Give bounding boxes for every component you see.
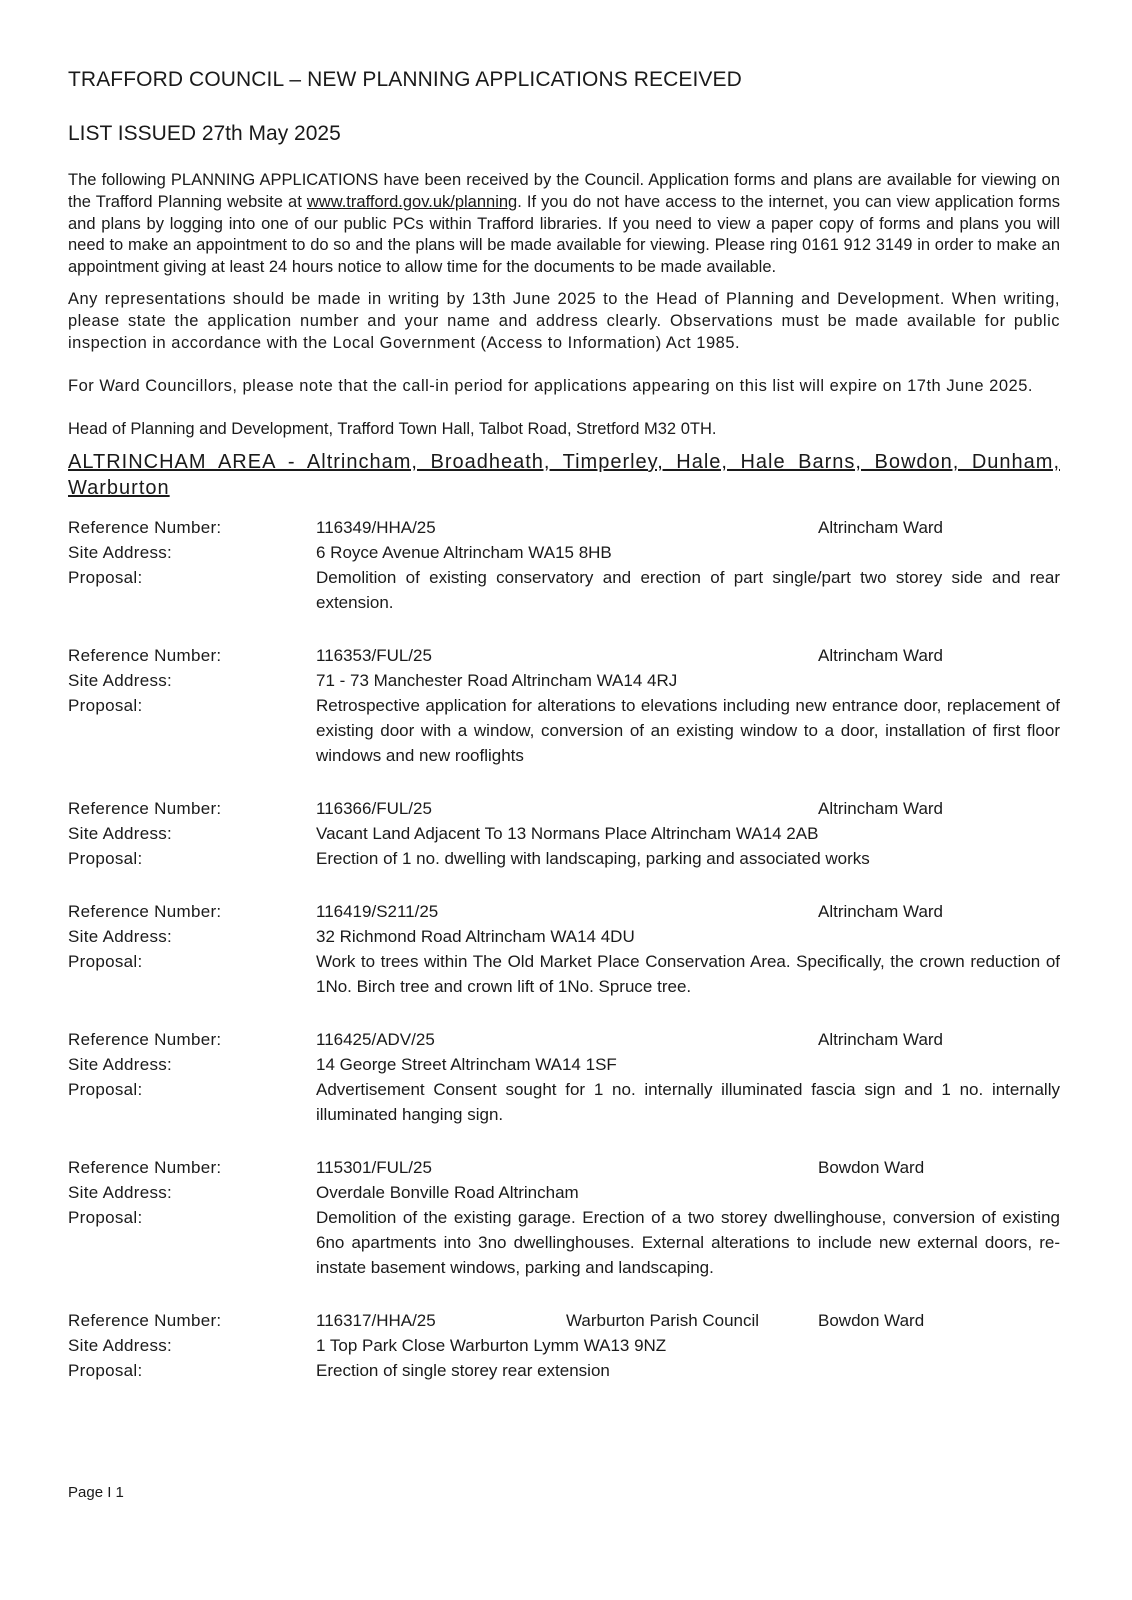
proposal-row: [68, 949, 1060, 999]
reference-label: Reference Number:: [68, 902, 222, 922]
ward-name: Altrincham Ward: [818, 902, 944, 922]
application-entry: [68, 643, 1060, 768]
site-address-label: Site Address:: [68, 824, 173, 844]
reference-label: Reference Number:: [68, 1030, 222, 1050]
reference-number: 115301/FUL/25: [316, 1158, 432, 1178]
reference-label: Reference Number:: [68, 799, 222, 819]
parish-council: Warburton Parish Council: [566, 1311, 760, 1331]
site-address: 32 Richmond Road Altrincham WA14 4DU: [316, 927, 635, 947]
site-address: 14 George Street Altrincham WA14 1SF: [316, 1055, 617, 1075]
reference-number: 116317/HHA/25: [316, 1311, 436, 1331]
site-address-row: [68, 540, 1060, 565]
proposal-text: Erection of 1 no. dwelling with landscaping, parking and associated works: [316, 849, 870, 869]
proposal-text: Erection of single storey rear extension: [316, 1361, 610, 1381]
application-entry: [68, 899, 1060, 999]
proposal-label: Proposal:: [68, 696, 143, 716]
proposal-row: [68, 1358, 1060, 1383]
proposal-label: Proposal:: [68, 952, 143, 972]
proposal-label: Proposal:: [68, 1361, 143, 1381]
ward-name: Altrincham Ward: [818, 1030, 944, 1050]
proposal-text: Advertisement Consent sought for 1 no. internally illuminated fascia sign and 1 no. internally illuminated hanging sign.: [316, 1080, 1060, 1125]
page-number: Page I 1: [68, 1484, 124, 1501]
reference-row: [68, 515, 1060, 540]
ward-name: Altrincham Ward: [818, 799, 944, 819]
reference-label: Reference Number:: [68, 1311, 222, 1331]
site-address-label: Site Address:: [68, 927, 173, 947]
site-address: 6 Royce Avenue Altrincham WA15 8HB: [316, 543, 612, 563]
site-address: Vacant Land Adjacent To 13 Normans Place Altrincham WA14 2AB: [316, 824, 819, 844]
application-entry: [68, 1027, 1060, 1127]
proposal-row: [68, 1205, 1060, 1280]
proposal-row: [68, 846, 1060, 871]
reference-row: [68, 643, 1060, 668]
planning-website-link[interactable]: www.trafford.gov.uk/planning: [306, 192, 518, 211]
reference-label: Reference Number:: [68, 1158, 222, 1178]
site-address-row: [68, 1333, 1060, 1358]
site-address-label: Site Address:: [68, 1336, 173, 1356]
head-of-planning-address: Head of Planning and Development, Trafford Town Hall, Talbot Road, Stretford M32 0TH.: [68, 420, 717, 439]
call-in-paragraph: For Ward Councillors, please note that the call-in period for applications appearing on this list will expire on 17th June 2025.: [68, 377, 1033, 396]
document-title: TRAFFORD COUNCIL – NEW PLANNING APPLICATIONS RECEIVED: [68, 68, 742, 91]
site-address-label: Site Address:: [68, 671, 173, 691]
proposal-row: [68, 1077, 1060, 1127]
ward-name: Altrincham Ward: [818, 646, 944, 666]
application-entry: [68, 1308, 1060, 1383]
intro-text-part1: The following PLANNING APPLICATIONS have been received by the Council. Application forms and plans are available for viewing on the Trafford Planning website at: [68, 171, 1060, 211]
proposal-text: Retrospective application for alterations to elevations including new entrance door, replacement of existing door with a window, conversion of an existing window to a door, installation of first floor windows and new rooflights: [316, 696, 1060, 766]
intro-paragraph: [68, 170, 1060, 279]
site-address-row: [68, 668, 1060, 693]
site-address-row: [68, 821, 1060, 846]
site-address: 71 - 73 Manchester Road Altrincham WA14 4RJ: [316, 671, 678, 691]
reference-number: 116366/FUL/25: [316, 799, 432, 819]
reference-row: [68, 899, 1060, 924]
document-page: [68, 60, 1060, 1383]
site-address-row: [68, 924, 1060, 949]
reference-row: [68, 1308, 1060, 1333]
reference-row: [68, 796, 1060, 821]
intro-text-part2: . If you do not have access to the internet, you can view application forms and plans by logging into one of our public PCs within Trafford libraries. If you need to view a paper copy of forms and plans you will need to make an appointment to do so and the plans will be made available for viewing. Please ring 0161 912 3149 in order to make an appointment giving at least 24 hours notice to allow time for the documents to be made available.: [68, 192, 1060, 277]
proposal-text: Demolition of the existing garage. Erection of a two storey dwellinghouse, conversion of existing 6no apartments into 3no dwellinghouses. External alterations to include new external doors, re-instate basement windows, parking and landscaping.: [316, 1208, 1060, 1278]
applications-list: [68, 515, 1060, 1383]
application-entry: [68, 796, 1060, 871]
application-entry: [68, 1155, 1060, 1280]
proposal-text: Demolition of existing conservatory and erection of part single/part two storey side and rear extension.: [316, 568, 1060, 613]
site-address-row: [68, 1052, 1060, 1077]
proposal-text: Work to trees within The Old Market Place Conservation Area. Specifically, the crown reduction of 1No. Birch tree and crown lift of 1No. Spruce tree.: [316, 952, 1060, 997]
site-address-label: Site Address:: [68, 1183, 173, 1203]
proposal-label: Proposal:: [68, 849, 143, 869]
proposal-row: [68, 693, 1060, 768]
site-address: Overdale Bonville Road Altrincham: [316, 1183, 579, 1203]
reference-label: Reference Number:: [68, 646, 222, 666]
site-address-label: Site Address:: [68, 543, 173, 563]
reference-number: 116425/ADV/25: [316, 1030, 435, 1050]
reference-row: [68, 1027, 1060, 1052]
reference-row: [68, 1155, 1060, 1180]
list-issued-date: LIST ISSUED 27th May 2025: [68, 122, 341, 145]
proposal-label: Proposal:: [68, 568, 143, 588]
site-address-label: Site Address:: [68, 1055, 173, 1075]
representations-paragraph: Any representations should be made in writing by 13th June 2025 to the Head of Planning and Development. When writing, please state the application number and your name and address clearly. Observations must be made available for public inspection in accordance with the Local Government (Access to Information) Act 1985.: [68, 289, 1060, 352]
proposal-label: Proposal:: [68, 1208, 143, 1228]
application-entry: [68, 515, 1060, 615]
reference-number: 116349/HHA/25: [316, 518, 436, 538]
area-heading: ALTRINCHAM AREA - Altrincham, Broadheath, Timperley, Hale, Hale Barns, Bowdon, Dunham, Warburton: [68, 451, 1060, 500]
ward-name: Altrincham Ward: [818, 518, 944, 538]
proposal-label: Proposal:: [68, 1080, 143, 1100]
reference-label: Reference Number:: [68, 518, 222, 538]
reference-number: 116353/FUL/25: [316, 646, 432, 666]
reference-number: 116419/S211/25: [316, 902, 439, 922]
ward-name: Bowdon Ward: [818, 1311, 925, 1331]
site-address: 1 Top Park Close Warburton Lymm WA13 9NZ: [316, 1336, 667, 1356]
ward-name: Bowdon Ward: [818, 1158, 925, 1178]
site-address-row: [68, 1180, 1060, 1205]
proposal-row: [68, 565, 1060, 615]
